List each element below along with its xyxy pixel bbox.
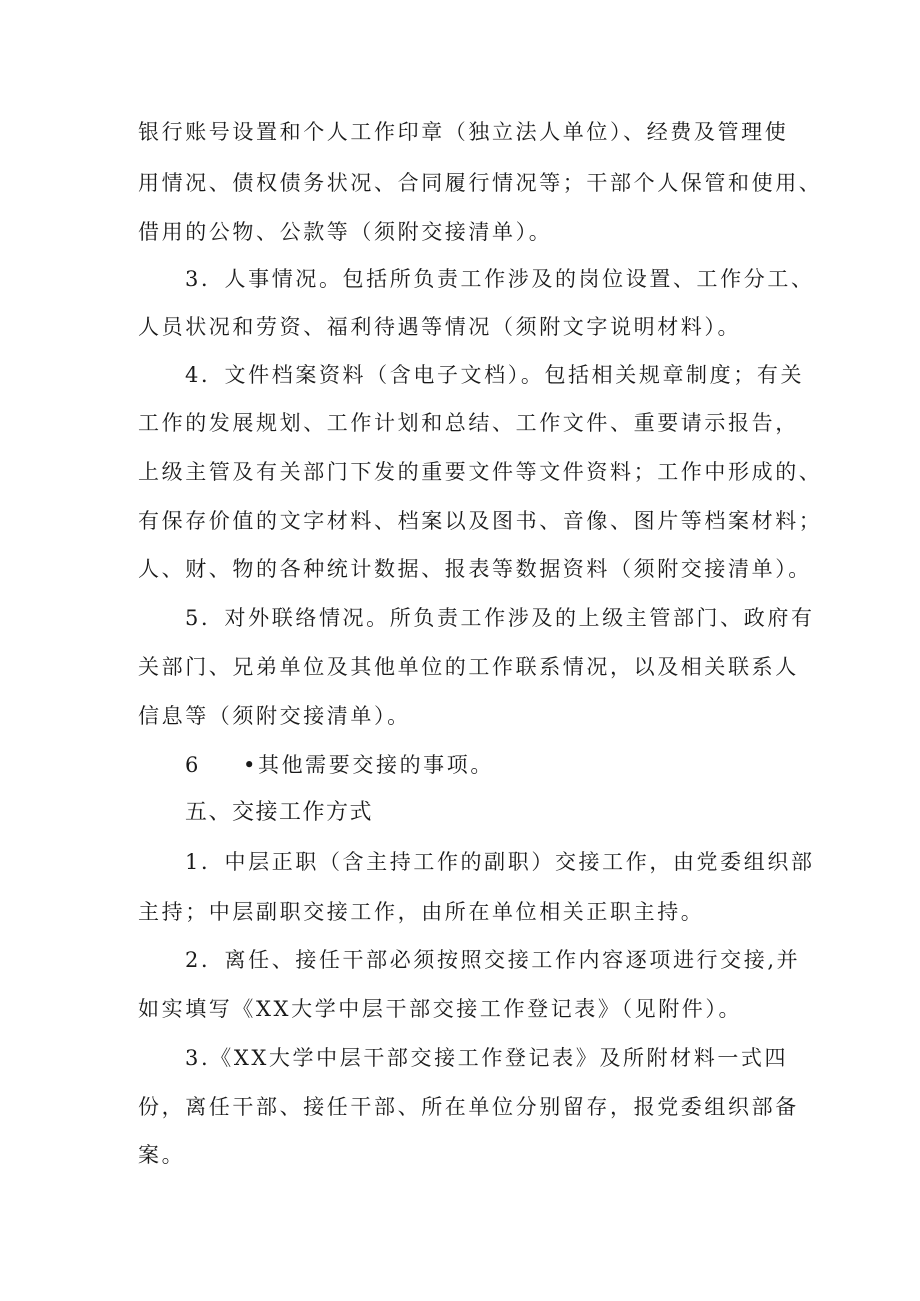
item-6-number: 6 xyxy=(185,753,201,777)
paragraph-line: 用情况、债权债务状况、合同履行情况等；干部个人保管和使用、 xyxy=(138,171,823,195)
paragraph-line: 关部门、兄弟单位及其他单位的工作联系情况，以及相关联系人 xyxy=(138,655,799,679)
paragraph-line: 借用的公物、公款等（须附交接清单）。 xyxy=(138,220,553,244)
paragraph-line: 人、财、物的各种统计数据、报表等数据资料（须附交接清单）。 xyxy=(138,557,812,581)
item-5-line: 5．对外联络情况。所负责工作涉及的上级主管部门、政府有 xyxy=(185,606,815,630)
paragraph-line: 工作的发展规划、工作计划和总结、工作文件、重要请示报告， xyxy=(138,411,799,435)
paragraph-line: 上级主管及有关部门下发的重要文件等文件资料；工作中形成的、 xyxy=(138,460,823,484)
section-heading: 五、交接工作方式 xyxy=(185,800,374,825)
item-6-text: •其他需要交接的事项。 xyxy=(243,753,494,777)
paragraph-line: 案。 xyxy=(138,1143,186,1167)
paragraph-line: 有保存价值的文字材料、档案以及图书、音像、图片等档案材料； xyxy=(138,509,823,533)
paragraph-line: 银行账号设置和个人工作印章（独立法人单位）、经费及管理使 xyxy=(138,120,789,144)
paragraph-line: 份，离任干部、接任干部、所在单位分别留存，报党委组织部备 xyxy=(138,1095,799,1119)
paragraph-line: 信息等（须附交接清单）。 xyxy=(138,704,411,728)
item-6-line xyxy=(185,750,818,780)
item-3-line: 3．人事情况。包括所负责工作涉及的岗位设置、工作分工、 xyxy=(185,267,815,291)
paragraph-line: 人员状况和劳资、福利待遇等情况（须附文字说明材料）。 xyxy=(138,315,742,339)
paragraph-line: 主持；中层副职交接工作，由所在单位相关正职主持。 xyxy=(138,900,705,924)
method-2-line: 2．离任、接任干部必须按照交接工作内容逐项进行交接,并 xyxy=(185,948,801,972)
method-1-line: 1．中层正职（含主持工作的副职）交接工作，由党委组织部 xyxy=(185,850,815,874)
method-3-line: 3.《XX大学中层干部交接工作登记表》及所附材料一式四 xyxy=(185,1046,789,1070)
item-4-line: 4．文件档案资料（含电子文档）。包括相关规章制度；有关 xyxy=(185,363,805,387)
paragraph-line: 如实填写《XX大学中层干部交接工作登记表》（见附件）。 xyxy=(138,997,743,1021)
